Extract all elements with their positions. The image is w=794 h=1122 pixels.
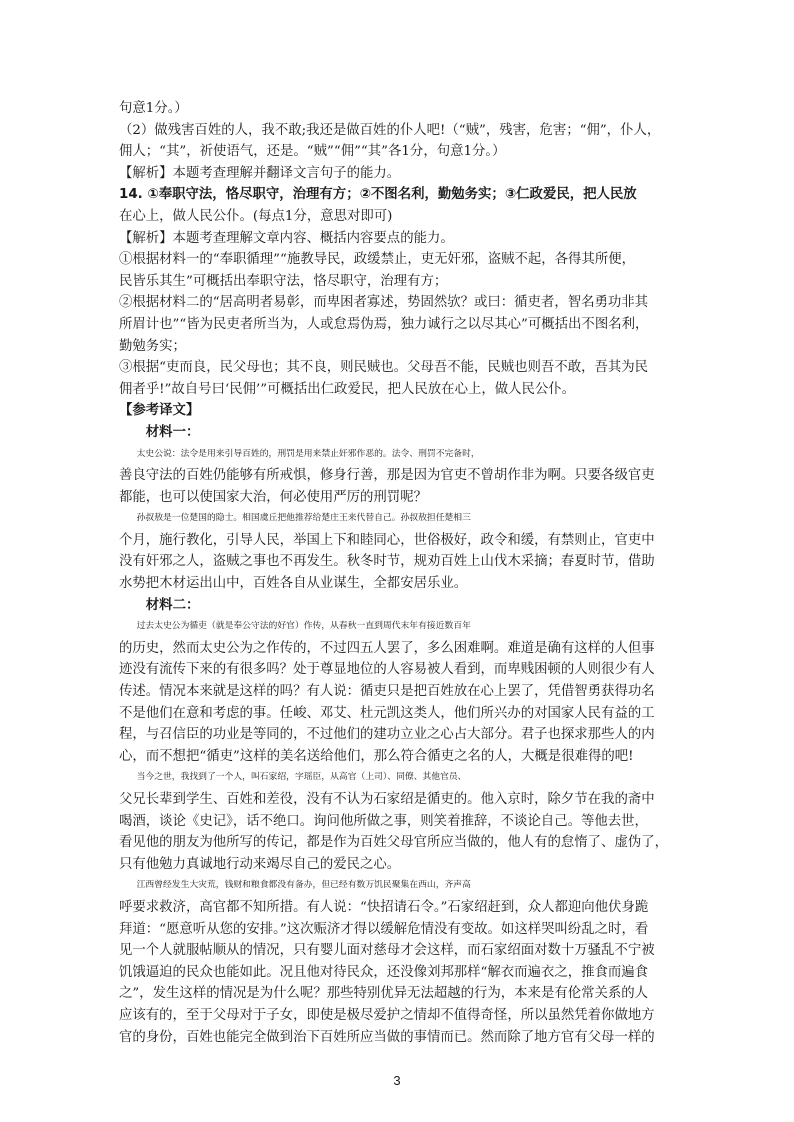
document-page	[119, 98, 675, 1048]
text-line: 14. ①奉职守法，恪尽职守，治理有方；②不图名利，勤勉务实；③仁政爱民，把人民放	[119, 187, 637, 203]
text-line: 个月，施行教化，引导人民，举国上下和睦同心，世俗极好，政令和缓，有禁则止，官吏中	[119, 532, 655, 548]
text-line: 勤勉务实；	[119, 338, 186, 354]
text-line: 官的身份，百姓也能完全做到治下百姓所应当做的事情而已。然而除了地方官有父母一样的	[119, 1029, 655, 1045]
text-line: 过去太史公为循吏（就是奉公守法的好官）作传，从春秋一直到周代末年有接近数百年	[136, 621, 471, 632]
text-line: 江西曾经发生大灾荒，钱财和粮食都没有备办，但已经有数万饥民聚集在西山，齐声高	[136, 880, 471, 891]
text-line: 材料一：	[145, 423, 200, 440]
text-line: 佣人；“其”，祈使语气，还是。“贼”“佣”“其”各1分，句意1分。）	[119, 144, 506, 160]
text-line: 当今之世，我找到了一个人，叫石家绍，字瑶臣，从高官（上司）、同僚、其他官员、	[136, 772, 467, 783]
text-line: 没有奸邪之人，盗贼之事也不再发生。秋冬时节，规劝百姓上山伐木采摘；春夏时节，借助	[119, 554, 655, 570]
text-line: 看见他的朋友为他所写的传记，都是作为百姓父母官所应当做的，他人有的怠惰了、虚伪了，	[119, 835, 669, 851]
text-line: 的历史，然而太史公为之作传的，不过四五人罢了，多么困难啊。难道是确有这样的人但事	[119, 640, 655, 656]
text-line: 不是他们在意和考虑的事。任峻、邓艾、杜元凯这类人，他们所兴办的对国家人民有益的工	[119, 705, 655, 721]
text-line: 只有他勉力真诚地行动来竭尽自己的爱民之心。	[119, 856, 401, 872]
text-line: 所眉计也”“皆为民吏者所当为，人或怠焉伪焉，独力诚行之以尽其心”可概括出不图名利，	[119, 316, 649, 332]
text-line: 孙叔敖是一位楚国的隐士。相国虞丘把他推荐给楚庄王来代替自己。孙叔敖担任楚相三	[136, 513, 471, 524]
text-line: 拜道：“愿意听从您的安排。”这次赈济才得以缓解危情没有变故。如这样哭叫纷乱之时，看	[119, 921, 649, 937]
text-line: 【解析】本题考查理解并翻译文言句子的能力。	[119, 165, 401, 181]
text-line: 见一个人就服帖顺从的情况，只有婴儿面对慈母才会这样，而石家绍面对数十万骚乱不宁被	[119, 943, 655, 959]
text-line: ②根据材料二的“居高明者易彰，而卑困者寡述，势固然欤？或曰：循吏者，智名勇功非其	[119, 295, 649, 311]
text-line: 心，而不想把“循吏”这样的美名送给他们，那么符合循吏之名的人，大概是很难得的吧!	[119, 748, 634, 764]
text-line: 材料二：	[145, 596, 200, 613]
text-line: 佣者乎!”故自号曰‘民佣’”可概括出仁政爱民，把人民放在心上，做人民公仆。	[119, 381, 576, 397]
text-line: 水势把木材运出山中，百姓各自从业谋生，全都安居乐业。	[119, 576, 468, 592]
text-line: 迹没有流传下来的有很多吗？处于尊显地位的人容易被人看到，而卑贱困顿的人则很少有人	[119, 662, 655, 678]
text-line: 民皆乐其生”可概括出奉职守法，恪尽职守，治理有方；	[119, 273, 448, 289]
text-line: 程，与召信臣的功业是等同的，不过他们的建功立业之心占大部分。君子也探求那些人的内	[119, 727, 655, 743]
text-line: 呼要求救济，高官都不知所措。有人说：“快招请石令。”石家绍赶到，众人都迎向他伏身跪	[119, 899, 649, 915]
text-line: 应该有的，至于父母对于子女，即使是极尽爱护之情却不值得奇怪，所以虽然凭着你做地方	[119, 1007, 655, 1023]
text-line: 【解析】本题考查理解文章内容、概括内容要点的能力。	[119, 230, 454, 246]
text-line: （2）做残害百姓的人，我不敢;我还是做百姓的仆人吧!（“贼”，残害，危害；“佣”，仆人，	[119, 122, 661, 138]
text-line: ③根据“吏而良，民父母也；其不良，则民贼也。父母吾不能，民贼也则吾不敢，吾其为民	[119, 360, 649, 376]
text-line: 都能，也可以使国家大治，何必使用严厉的刑罚呢？	[119, 489, 427, 505]
text-line: 传述。情况本来就是这样的吗？有人说：循吏只是把百姓放在心上罢了，凭借智勇获得功名	[119, 684, 655, 700]
text-line: ①根据材料一的“奉职循理”“施教导民，政缓禁止，吏无奸邪，盗贼不起，各得其所便，	[119, 252, 635, 268]
page-number: 3	[393, 1073, 401, 1088]
text-line: 善良守法的百姓仍能够有所戒惧，修身行善，那是因为官吏不曾胡作非为啊。只要各级官吏	[119, 468, 655, 484]
text-line: 喝酒，谈论《史记》，话不绝口。询问他所做之事，则笑着推辞，不谈论自己。等他去世，	[119, 813, 648, 829]
text-line: 太史公说：法令是用来引导百姓的，刑罚是用来禁止奸邪作恶的。法令、刑罚不完备时，	[136, 448, 480, 459]
text-line: 饥饿逼迫的民众也能如此。况且他对待民众，还没像刘邦那样“解衣而遍衣之，推食而遍食	[119, 964, 649, 980]
text-line: 在心上，做人民公仆。(每点1分，意思对即可)	[119, 208, 393, 224]
text-line: 句意1分。）	[119, 101, 188, 116]
text-line: 父兄长辈到学生、百姓和差役，没有不认为石家绍是循吏的。他入京时，除夕节在我的斋中	[119, 792, 655, 807]
text-line: 之”，发生这样的情况是为什么呢？那些特别优异无法超越的行为，本来是有伦常关系的人	[119, 986, 649, 1002]
text-line: 【参考译文】	[119, 402, 200, 419]
